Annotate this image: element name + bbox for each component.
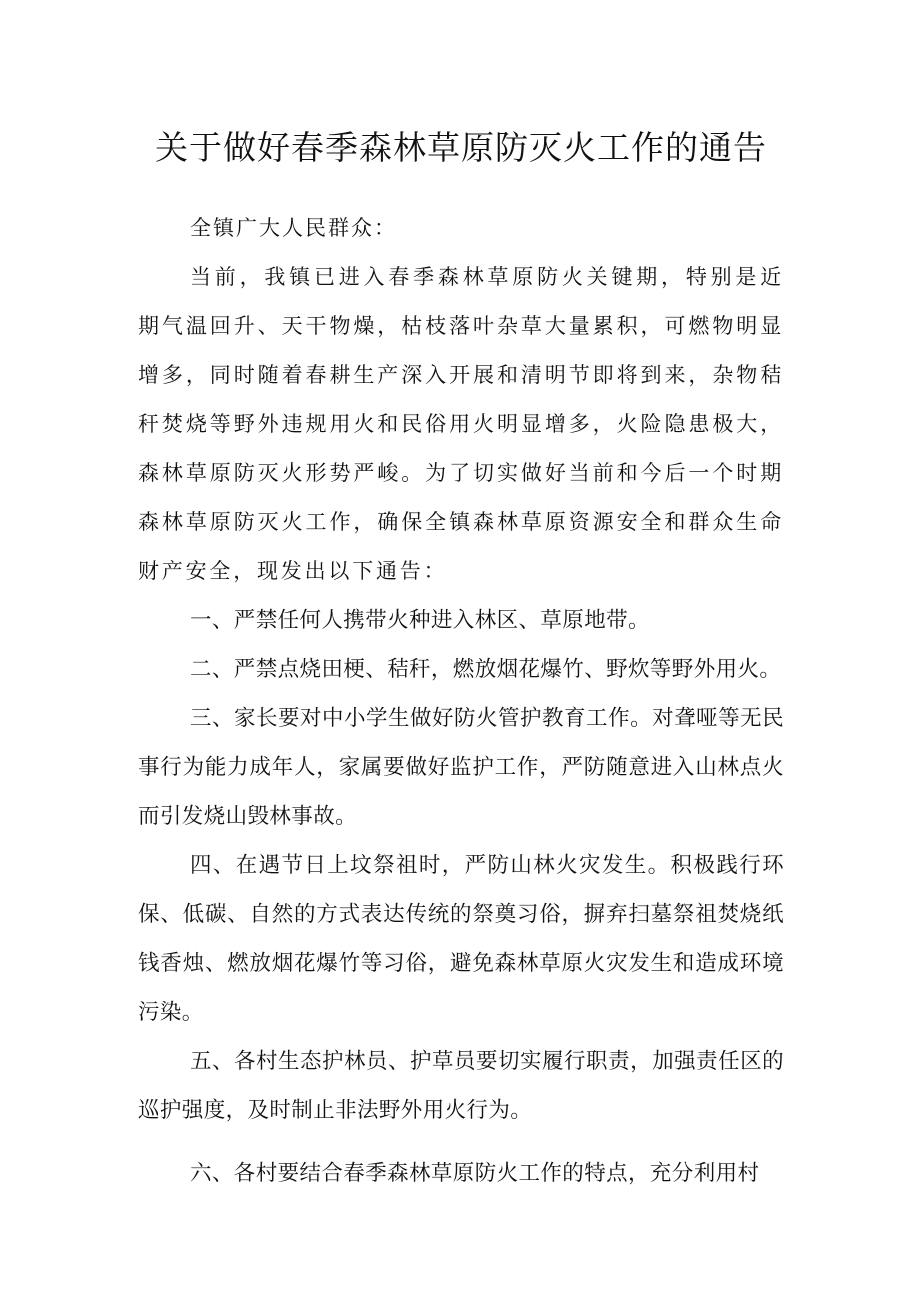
- notice-item-6: 六、各村要结合春季森林草原防火工作的特点，充分利用村: [190, 1161, 760, 1186]
- notice-item-1: 一、严禁任何人携带火种进入林区、草原地带。: [190, 608, 650, 633]
- salutation: 全镇广大人民群众：: [190, 216, 397, 240]
- notice-item-5: 五、各村生态护林员、护草员要切实履行职责，加强责任区的巡护强度，及时制止非法野外用火行为。: [138, 1049, 784, 1123]
- notice-item-3: 三、家长要对中小学生做好防火管护教育工作。对聋哑等无民事行为能力成年人，家属要做好监护工作，严防随意进入山林点火而引发烧山毁林事故。: [138, 706, 784, 829]
- intro-paragraph: 当前，我镇已进入春季森林草原防火关键期，特别是近期气温回升、天干物燥，枯枝落叶杂草大量累积，可燃物明显增多，同时随着春耕生产深入开展和清明节即将到来，杂物秸秆焚烧等野外违规用火和民俗用火明显增多，火险隐患极大，森林草原防灭火形势严峻。为了切实做好当前和今后一个时期森林草原防灭火工作，确保全镇森林草原资源安全和群众生命财产安全，现发出以下通告：: [138, 265, 784, 583]
- notice-item-2: 二、严禁点烧田梗、秸秆，燃放烟花爆竹、野炊等野外用火。: [190, 657, 782, 682]
- notice-item-4: 四、在遇节日上坟祭祖时，严防山林火灾发生。积极践行环保、低碳、自然的方式表达传统的祭奠习俗，摒弃扫墓祭祖焚烧纸钱香烛、燃放烟花爆竹等习俗，避免森林草原火灾发生和造成环境污染。: [138, 853, 784, 1025]
- notice-title: 关于做好春季森林草原防灭火工作的通告: [155, 128, 767, 167]
